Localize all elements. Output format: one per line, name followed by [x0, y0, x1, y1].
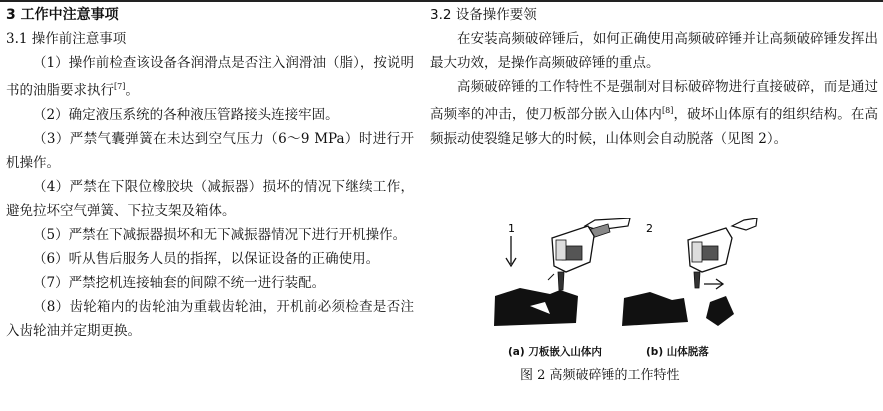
precaution-item-4: （4）严禁在下限位橡胶块（减振器）损坏的情况下继续工作，避免拉坏空气弹簧、下拉支架及箱体。 [6, 178, 414, 219]
operation-paragraph-2: 高频破碎锤的工作特性不是强制对目标破碎物进行直接破碎，而是通过高频率的冲击，使刀板部分嵌入山体内[8]，破坏山体原有的组织结构。在高频振动使裂缝足够大的时候，山体则会自动脱落（见图 2）。 [430, 79, 879, 147]
precaution-item-6: （6）听从售后服务人员的指挥，以保证设备的正确使用。 [33, 250, 380, 267]
precaution-item-7: （7）严禁挖机连接轴套的间隙不统一进行装配。 [33, 274, 326, 291]
subsection-heading-3-2: 3.2 设备操作要领 [430, 7, 537, 23]
citation-7: [7] [114, 82, 126, 91]
subcaption-b: (b) 山体脱落 [646, 346, 709, 358]
left-column [6, 3, 414, 343]
panel-b-illustration [622, 218, 757, 326]
top-rule [0, 0, 883, 2]
panel-a-number: 1 [508, 222, 515, 235]
section-heading: 3 工作中注意事项 [6, 7, 119, 23]
panel-b-number: 2 [646, 222, 653, 235]
precaution-item-1: （1）操作前检查该设备各润滑点是否注入润滑油（脂），按说明书的油脂要求执行[7]。 [6, 55, 414, 99]
figure-caption: 图 2 高频破碎锤的工作特性 [520, 368, 680, 383]
citation-8: [8] [661, 106, 674, 115]
precaution-item-8: （8）齿轮箱内的齿轮油为重载齿轮油，开机前必须检查是否注入齿轮油并定期更换。 [6, 298, 414, 339]
precaution-item-2: （2）确定液压系统的各种液压管路接头连接牢固。 [33, 106, 339, 123]
subcaption-a: (a) 刀板嵌入山体内 [508, 346, 602, 358]
right-column [430, 3, 878, 151]
operation-paragraph-1: 在安装高频破碎锤后，如何正确使用高频破碎锤并让高频破碎锤发挥出最大功效，是操作高频破碎锤的重点。 [430, 31, 878, 71]
panel-a-illustration [494, 218, 630, 326]
figure-2 [490, 218, 760, 388]
precaution-item-5: （5）严禁在下减振器损坏和无下减振器情况下进行开机操作。 [33, 226, 407, 243]
figure-illustration [490, 218, 760, 343]
subsection-heading-3-1: 3.1 操作前注意事项 [6, 31, 127, 47]
precaution-item-3: （3）严禁气囊弹簧在未达到空气压力（6～9 MPa）时进行开机操作。 [6, 130, 414, 171]
